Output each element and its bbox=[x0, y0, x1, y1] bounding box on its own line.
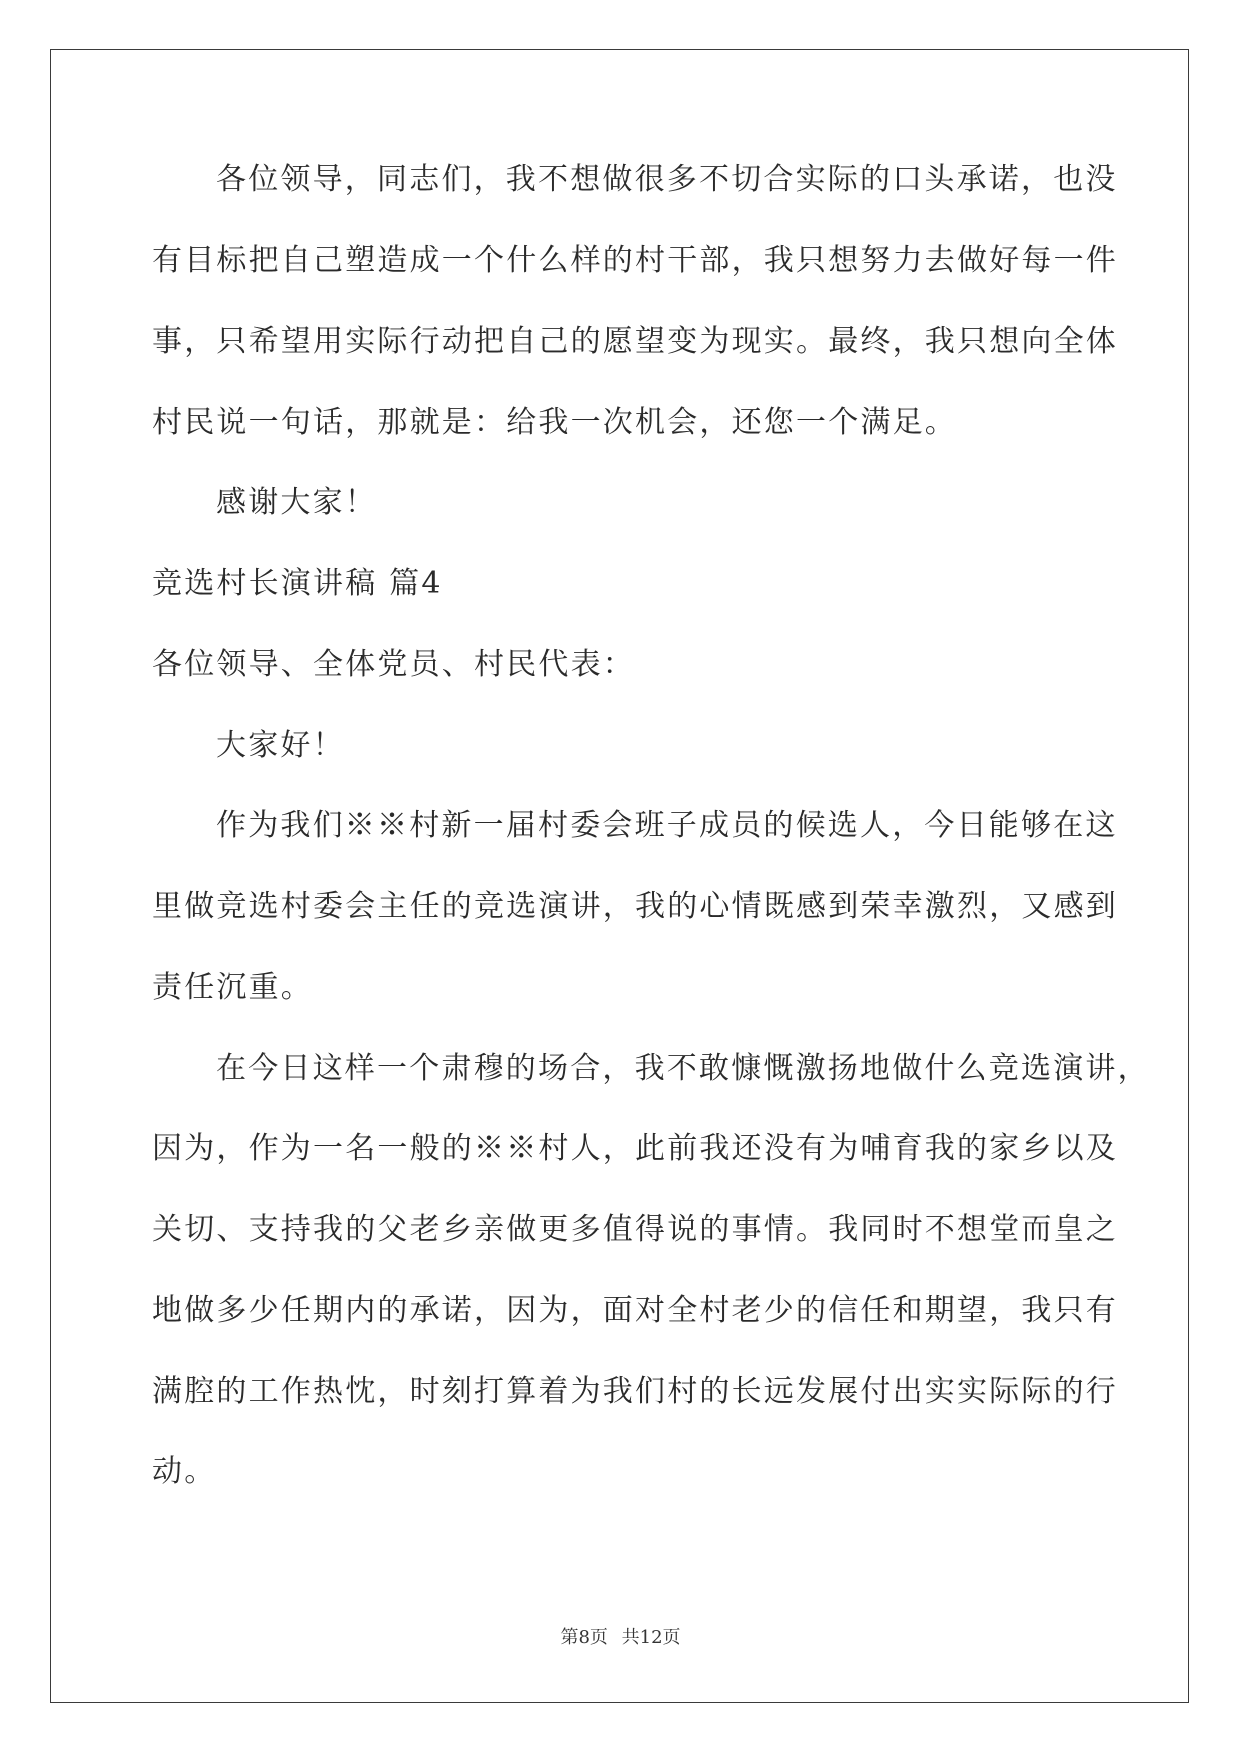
paragraph-line: 因为，作为一名一般的※※村人，此前我还没有为哺育我的家乡以及 bbox=[152, 1131, 1118, 1166]
salutation: 各位领导、全体党员、村民代表： bbox=[152, 647, 635, 682]
greeting: 大家好！ bbox=[216, 728, 345, 763]
closing-line: 感谢大家！ bbox=[216, 485, 377, 520]
page-footer bbox=[0, 1623, 1241, 1649]
paragraph-line: 地做多少任期内的承诺，因为，面对全村老少的信任和期望，我只有 bbox=[152, 1293, 1118, 1328]
section-heading: 竞选村长演讲稿 篇4 bbox=[152, 566, 443, 601]
page-number: 第8页 bbox=[560, 1627, 608, 1648]
paragraph-line: 责任沉重。 bbox=[152, 970, 313, 1005]
paragraph-line: 村民说一句话，那就是：给我一次机会，还您一个满足。 bbox=[152, 405, 957, 440]
paragraph-line: 动。 bbox=[152, 1454, 217, 1489]
page-total: 共12页 bbox=[621, 1627, 681, 1648]
paragraph-line: 里做竞选村委会主任的竞选演讲，我的心情既感到荣幸激烈，又感到 bbox=[152, 889, 1118, 924]
paragraph-line: 各位领导，同志们，我不想做很多不切合实际的口头承诺，也没 bbox=[216, 162, 1118, 197]
paragraph-line: 关切、支持我的父老乡亲做更多值得说的事情。我同时不想堂而皇之 bbox=[152, 1212, 1118, 1247]
paragraph-line: 作为我们※※村新一届村委会班子成员的候选人，今日能够在这 bbox=[216, 808, 1118, 843]
paragraph-line: 事，只希望用实际行动把自己的愿望变为现实。最终，我只想向全体 bbox=[152, 324, 1118, 359]
paragraph-line: 在今日这样一个肃穆的场合，我不敢慷慨激扬地做什么竞选演讲， bbox=[216, 1051, 1150, 1086]
page-border bbox=[50, 49, 1189, 1703]
paragraph-line: 满腔的工作热忱，时刻打算着为我们村的长远发展付出实实际际的行 bbox=[152, 1374, 1118, 1409]
paragraph-line: 有目标把自己塑造成一个什么样的村干部，我只想努力去做好每一件 bbox=[152, 243, 1118, 278]
